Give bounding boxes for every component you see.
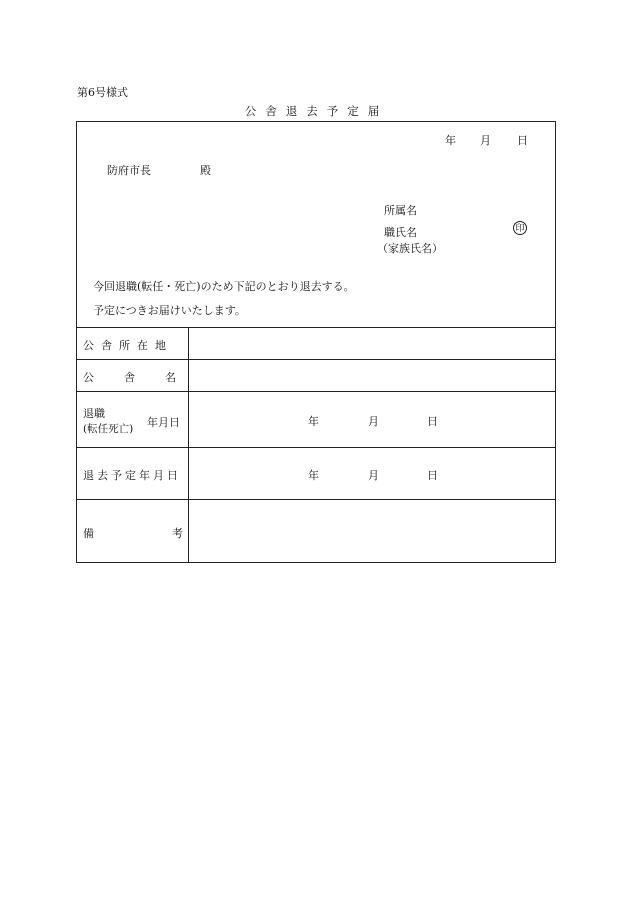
retirement-char-1: 退職 bbox=[83, 407, 105, 420]
body-text-line-2: 予定につきお届けいたします。 bbox=[93, 304, 246, 317]
date-month: 月 bbox=[480, 134, 491, 147]
row-label-remarks-right: 考 bbox=[172, 527, 183, 540]
table-divider bbox=[188, 327, 189, 563]
table-line-2 bbox=[77, 391, 555, 392]
retirement-day: 日 bbox=[427, 415, 438, 428]
form-box bbox=[76, 121, 556, 563]
date-year: 年 bbox=[445, 134, 456, 147]
addressee-honorific: 殿 bbox=[200, 164, 211, 177]
table-line-4 bbox=[77, 499, 555, 500]
vacate-month: 月 bbox=[368, 469, 379, 482]
form-number: 第6号様式 bbox=[77, 86, 128, 99]
retirement-suffix: 年月日 bbox=[147, 416, 180, 429]
retirement-month: 月 bbox=[368, 415, 379, 428]
family-name-label: （家族氏名） bbox=[377, 242, 443, 255]
row-label-retirement bbox=[83, 405, 135, 421]
vacate-year: 年 bbox=[308, 469, 319, 482]
body-text-line-1: 今回退職(転任・死亡)のため下記のとおり退去する。 bbox=[93, 280, 355, 293]
table-line-3 bbox=[77, 447, 555, 448]
row-label-remarks-left: 備 bbox=[83, 527, 94, 540]
vacate-day: 日 bbox=[427, 469, 438, 482]
retirement-year: 年 bbox=[308, 415, 319, 428]
table-line-top bbox=[77, 327, 555, 328]
row-label-location: 公舎所在地 bbox=[83, 339, 173, 352]
date-day: 日 bbox=[517, 134, 528, 147]
form-title: 公舎退去予定届 bbox=[244, 104, 389, 118]
seal-mark: 印 bbox=[513, 221, 527, 235]
affiliation-label: 所属名 bbox=[384, 204, 417, 217]
table-line-1 bbox=[77, 359, 555, 360]
retirement-sub: (転任死亡) bbox=[83, 423, 134, 435]
row-label-name: 公舎名 bbox=[83, 371, 206, 384]
addressee-name: 防府市長 bbox=[107, 164, 151, 177]
row-label-vacate-date: 退去予定年月日 bbox=[83, 469, 181, 482]
name-label: 職氏名 bbox=[384, 226, 417, 239]
